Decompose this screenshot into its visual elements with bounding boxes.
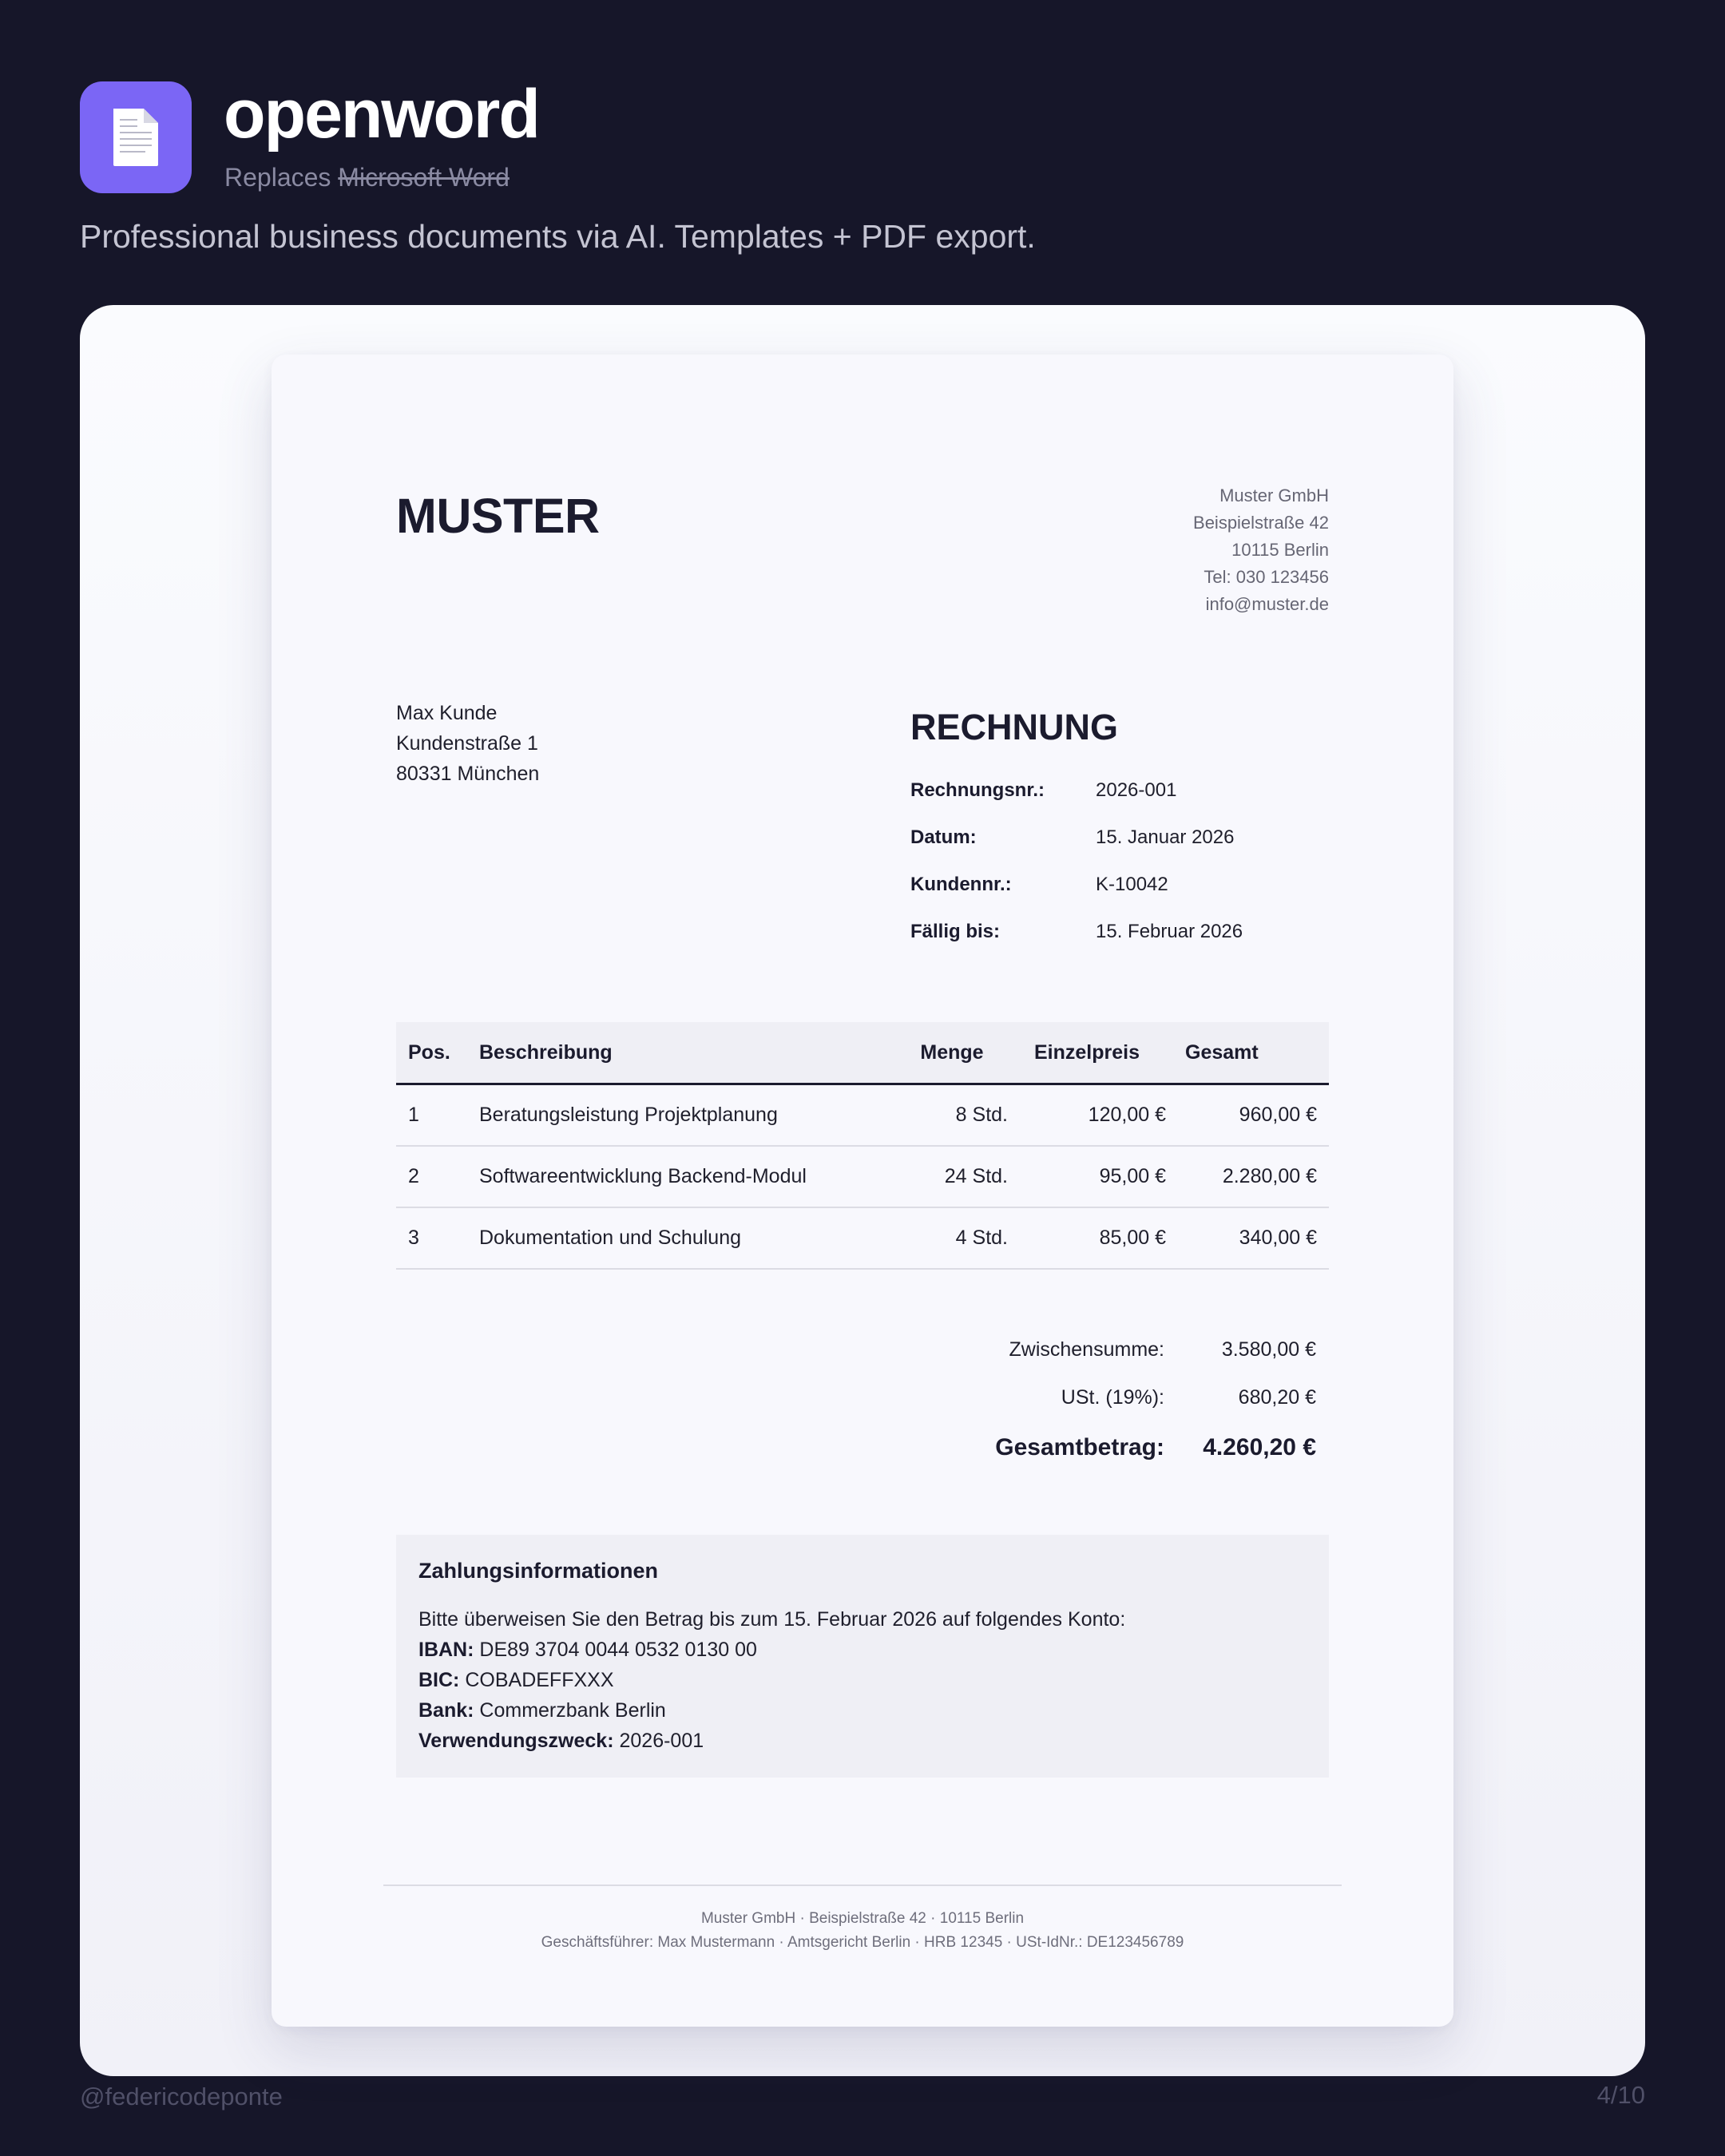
cell-quantity: 4 Std.	[955, 1227, 1008, 1249]
col-header-quantity: Menge	[920, 1040, 984, 1064]
document-footer	[272, 1907, 1453, 1955]
iban-label: IBAN:	[418, 1639, 474, 1661]
preview-card	[80, 305, 1645, 2076]
reference-value: 2026-001	[619, 1730, 704, 1752]
cell-pos: 2	[408, 1165, 419, 1187]
iban-value: DE89 3704 0044 0532 0130 00	[479, 1639, 757, 1661]
cell-unit-price: 95,00 €	[1099, 1165, 1166, 1187]
cell-description: Beratungsleistung Projektplanung	[479, 1104, 778, 1126]
vat-value: 680,20 €	[1238, 1386, 1316, 1409]
meta-label: Rechnungsnr.:	[910, 779, 1045, 801]
meta-value: 15. Januar 2026	[1096, 826, 1235, 848]
replaces-caption	[224, 164, 510, 190]
invoice-document	[272, 355, 1453, 2027]
meta-label: Fällig bis:	[910, 921, 1001, 942]
payment-intro: Bitte überweisen Sie den Betrag bis zum 15. Februar 2026 auf folgendes Konto:	[418, 1608, 1126, 1631]
bic-label: BIC:	[418, 1669, 460, 1691]
meta-label: Kundennr.:	[910, 874, 1012, 895]
payment-reference	[418, 1726, 1307, 1756]
meta-value: K-10042	[1096, 874, 1168, 895]
grand-total-value: 4.260,20 €	[1203, 1434, 1316, 1460]
cell-pos: 3	[408, 1227, 419, 1249]
meta-value: 15. Februar 2026	[1096, 921, 1243, 942]
subtotal-label: Zwischensumme:	[1009, 1338, 1164, 1361]
vat-row	[901, 1388, 1316, 1408]
table-row	[396, 1208, 1329, 1270]
recipient-line: Max Kunde	[396, 702, 498, 724]
page-indicator: 4/10	[1596, 2081, 1645, 2109]
cell-total: 2.280,00 €	[1222, 1165, 1317, 1187]
subtotal-row	[901, 1340, 1316, 1360]
meta-label: Datum:	[910, 826, 977, 848]
cell-quantity: 8 Std.	[955, 1104, 1008, 1126]
recipient-line: 80331 München	[396, 763, 540, 785]
col-header-total: Gesamt	[1185, 1040, 1259, 1064]
sender-line: Muster GmbH	[1219, 485, 1329, 505]
payment-iban	[418, 1635, 1307, 1665]
sender-address	[1193, 482, 1329, 618]
line-items-table	[396, 1022, 1329, 1270]
cell-total: 340,00 €	[1239, 1227, 1317, 1249]
cell-description: Softwareentwicklung Backend-Modul	[479, 1165, 807, 1187]
sender-email: info@muster.de	[1205, 594, 1329, 614]
cell-pos: 1	[408, 1104, 419, 1126]
company-brand: MUSTER	[396, 489, 600, 543]
col-header-description: Beschreibung	[479, 1040, 613, 1064]
invoice-title: RECHNUNG	[910, 707, 1119, 747]
sender-line: Tel: 030 123456	[1204, 567, 1329, 587]
payment-bank	[418, 1695, 1307, 1726]
replaces-prefix: Replaces	[224, 163, 331, 192]
cell-quantity: 24 Std.	[944, 1165, 1008, 1187]
meta-row-customer-number	[910, 875, 1249, 894]
table-row	[396, 1147, 1329, 1208]
meta-row-date	[910, 828, 1249, 847]
grand-total-label: Gesamtbetrag:	[995, 1434, 1164, 1460]
cell-unit-price: 85,00 €	[1099, 1227, 1166, 1249]
cell-total: 960,00 €	[1239, 1104, 1317, 1126]
subtotal-value: 3.580,00 €	[1221, 1338, 1316, 1361]
meta-value: 2026-001	[1096, 779, 1177, 801]
cell-unit-price: 120,00 €	[1088, 1104, 1166, 1126]
app-logo	[80, 81, 192, 193]
meta-row-invoice-number	[910, 781, 1249, 800]
bank-value: Commerzbank Berlin	[479, 1699, 666, 1722]
sender-line: 10115 Berlin	[1231, 540, 1329, 560]
footer-line: Muster GmbH · Beispielstraße 42 · 10115 Berlin	[700, 1910, 1025, 1927]
table-row	[396, 1085, 1329, 1147]
grand-total-row	[901, 1436, 1316, 1460]
tagline: Professional business documents via AI. Templates + PDF export.	[80, 218, 1036, 255]
col-header-pos: Pos.	[408, 1040, 450, 1064]
footer-divider	[383, 1885, 1342, 1886]
payment-info-box	[396, 1535, 1329, 1778]
col-header-unit-price: Einzelpreis	[1034, 1040, 1140, 1064]
bic-value: COBADEFFXXX	[465, 1669, 614, 1691]
meta-row-due-date	[910, 922, 1249, 941]
payment-info-title: Zahlungsinformationen	[418, 1559, 658, 1583]
reference-label: Verwendungszweck:	[418, 1730, 614, 1752]
bank-label: Bank:	[418, 1699, 474, 1722]
recipient-address	[396, 698, 539, 789]
cell-description: Dokumentation und Schulung	[479, 1227, 742, 1249]
author-handle: @federicodeponte	[80, 2083, 283, 2110]
app-name: openword	[224, 76, 539, 153]
replaced-product: Microsoft Word	[338, 163, 510, 192]
sender-line: Beispielstraße 42	[1193, 513, 1329, 533]
payment-bic	[418, 1665, 1307, 1695]
footer-line: Geschäftsführer: Max Mustermann · Amtsgericht Berlin · HRB 12345 · USt-IdNr.: DE123456789	[541, 1934, 1184, 1951]
vat-label: USt. (19%):	[1061, 1386, 1164, 1409]
document-icon	[110, 107, 161, 168]
table-header	[396, 1022, 1329, 1085]
recipient-line: Kundenstraße 1	[396, 732, 538, 755]
